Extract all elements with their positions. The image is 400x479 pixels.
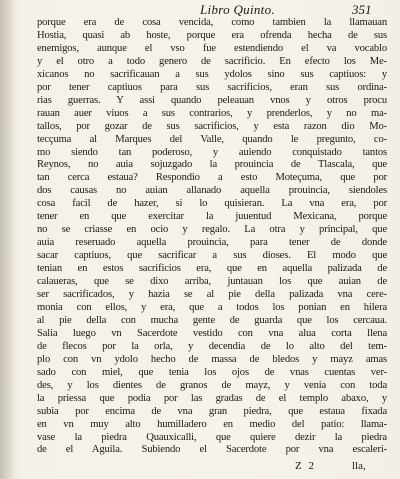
text-line: porque era de cosa vencida, como tambien la llamauan <box>37 17 387 28</box>
text-line: al pie della con mucha gente de guarda que los cercaua. <box>37 314 387 326</box>
text-line: sacar captiuos, que sacrificar a sus dioses. El modo que <box>37 250 387 262</box>
text-line: tecçuma al Marques del Valle, quando le pregunto, co- <box>37 133 387 145</box>
text-line: tallos, por gozar de sus sacrificios, y esta razon dio Mo- <box>37 120 387 132</box>
text-line: rauan auer viuos a sus contrarios, y prenderlos, y no ma- <box>37 107 387 119</box>
text-line: de el Aguila. Subiendo el Sacerdote por vna escaleri- <box>37 444 387 456</box>
text-line: enemigos, aunque el vso fue estendiendo el va vocablo <box>37 42 387 54</box>
text-line: monia con ellos, y era, que a todos los ponian en hilera <box>37 301 387 313</box>
page-number: 351 <box>352 2 372 17</box>
text-line: vase la piedra Quauxicalli, que quiere dezir la piedra <box>37 431 387 443</box>
text-line: tener en que exercitar la juuentud Mexicana, porque <box>37 211 387 223</box>
text-line: xicanos no sacrificauan a sus ydolos sino sus captiuos: y <box>37 68 387 80</box>
text-line: plo con vn ydolo hecho de massa de bledos y mayz amas <box>37 353 387 365</box>
gutter-shadow <box>0 0 16 479</box>
text-line: Salia luego vn Sacerdote vestido con vna alua corta llena <box>37 327 387 339</box>
text-line: mo siendo tan poderoso, y auiendo conquistado tantos <box>37 146 387 158</box>
text-line: calaueras, que se dixo arriba, juntauan los que auian de <box>37 276 387 288</box>
text-line: la priessa que podia por las gradas de el templo abaxo, y <box>37 392 387 404</box>
text-line: en vn muy alto humilladero en medio del patio: llama- <box>37 418 387 430</box>
text-line: y el otro a todo genero de sacrificio. En efecto los Me- <box>37 55 387 67</box>
text-line: por tener captiuos para sus sacrificios, eran sus ordina- <box>37 81 387 93</box>
text-line: tenian en estos sacrificios era, que en aquella palizada de <box>37 263 387 275</box>
text-line: cosa facil de hazer, si lo quisieran. La vna era, por <box>37 198 387 210</box>
text-line: tan cerca estaua? Respondio a esto Moteçuma, que por <box>37 172 387 184</box>
text-line: Hostia, quasi ab hoste, porque era ofrenda hecha de sus <box>37 29 387 41</box>
text-line: subia por encima de vna gran piedra, que estaua fixada <box>37 405 387 417</box>
text-line: rias guerras. Y assi quando peleauan vnos y otros procu <box>37 94 387 106</box>
running-head: Libro Quinto. <box>200 2 275 17</box>
signature-mark: Z 2 <box>295 460 316 472</box>
catchword: lla, <box>352 460 366 472</box>
text-line: dos causas no auian allanado aquella prouincia, siendoles <box>37 185 387 197</box>
page-footer <box>0 460 400 474</box>
text-line: de flecos por la orla, y decendia de lo alto del tem- <box>37 340 387 352</box>
text-line: sado con miel, que tenia los ojos de vnas cuentas ver- <box>37 366 387 378</box>
body-text <box>37 17 387 457</box>
page-header <box>0 2 400 18</box>
text-line: auia reseruado aquella prouincia, para tener de donde <box>37 237 387 249</box>
text-line: ser sacrificados, y hazia se al pie della palizada vna cere- <box>37 289 387 301</box>
text-line: des, y los dientes de granos de mayz, y venia con toda <box>37 379 387 391</box>
text-line: Reynos, no auia sojuzgado la prouincia de Tlascala, que <box>37 159 387 171</box>
text-line: no se criasse en ocio y regalo. La otra y principal, que <box>37 224 387 236</box>
